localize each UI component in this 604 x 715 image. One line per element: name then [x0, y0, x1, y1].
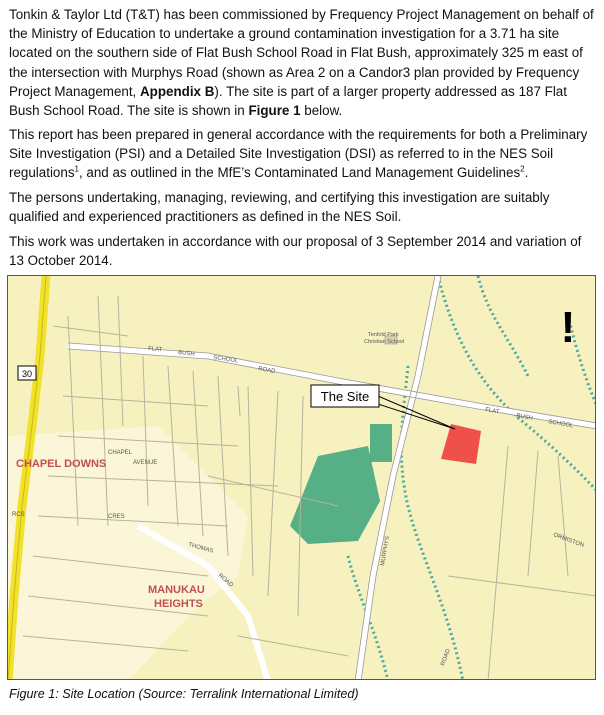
suburb-chapel-downs: CHAPEL DOWNS	[16, 458, 107, 470]
map-graphic	[8, 276, 596, 680]
school-label-1: Tenfold Park	[368, 332, 399, 338]
proposal-text: This work was undertaken in accordance with our proposal of 3 September 2014 and variation of 13 October 2014.	[9, 234, 582, 269]
road-label-road-east: ROAD	[440, 648, 452, 667]
scope-text-2: , and as outlined in the MfE’s Contaminated Land Management Guidelines	[78, 165, 521, 181]
scope-text-1: This report has been prepared in general accordance with the requirements for both a Preliminary Site Investigation (PSI) and a Detailed Site Investigation (DSI) as referred to in the NES Soil regulations	[9, 127, 588, 181]
route-number: 30	[21, 369, 33, 379]
road-label-ormiston: ORMISTON	[552, 532, 585, 549]
scope-text-3: .	[524, 165, 529, 181]
school-label-2: Christian School	[364, 339, 405, 345]
intro-paragraph	[9, 5, 597, 120]
road-label-rcs: RCS	[12, 512, 25, 518]
figure-caption: Figure 1: Site Location (Source: Terralink International Limited)	[9, 687, 359, 701]
road-label-road-south: ROAD	[216, 572, 234, 589]
suburb-heights: HEIGHTS	[154, 598, 203, 610]
intro-text-1: Tonkin & Taylor Ltd (T&T) has been commissioned by Frequency Project Management on behalf of the Ministry of Education to undertake a ground contamination investigation for a 3.71 ha site located on the southern side of Flat Bush School Road in Flat Bush, approximately 325 m east of the intersection with Murphys Road (shown as Area 2 on a Candor3 plan provided by Frequency Project Management,	[9, 7, 594, 99]
site-location-map	[7, 275, 596, 680]
road-label-bush-east: BUSH	[515, 413, 534, 422]
road-label-murphys: MURPHYS	[380, 535, 392, 567]
qualification-text: The persons undertaking, managing, reviewing, and certifying this investigation are suitably qualified and experienced practitioners as defined in the NES Soil.	[9, 190, 550, 225]
footnote-1: 1	[74, 164, 79, 174]
figure-ref: Figure 1	[248, 103, 301, 119]
suburb-manukau: MANUKAU	[148, 584, 205, 596]
road-label-bush: BUSH	[177, 350, 195, 358]
qualification-paragraph	[9, 188, 597, 226]
road-label-school-east: SCHOOL	[547, 419, 574, 430]
scope-paragraph	[9, 125, 597, 183]
road-label-school: SCHOOL	[212, 355, 239, 365]
north-marker: !	[560, 303, 576, 352]
site-label: The Site	[320, 389, 370, 404]
road-label-chapel: CHAPEL	[108, 450, 133, 456]
sports-field	[370, 424, 392, 462]
appendix-ref: Appendix B	[140, 83, 215, 99]
road-label-flat-east: FLAT	[484, 407, 500, 416]
intro-text-2: ). The site is part of a larger property addressed as 187 Flat Bush School Road. The site is shown in	[9, 83, 567, 119]
road-label-flat: FLAT	[147, 346, 163, 354]
proposal-paragraph	[9, 232, 597, 270]
road-label-road: ROAD	[257, 366, 276, 375]
footnote-2: 2	[520, 164, 525, 174]
road-label-thomas: THOMAS	[187, 542, 214, 555]
intro-text-3: below.	[300, 103, 343, 119]
road-label-cres: CRES	[108, 514, 125, 520]
road-label-avenue: AVENUE	[133, 460, 158, 466]
